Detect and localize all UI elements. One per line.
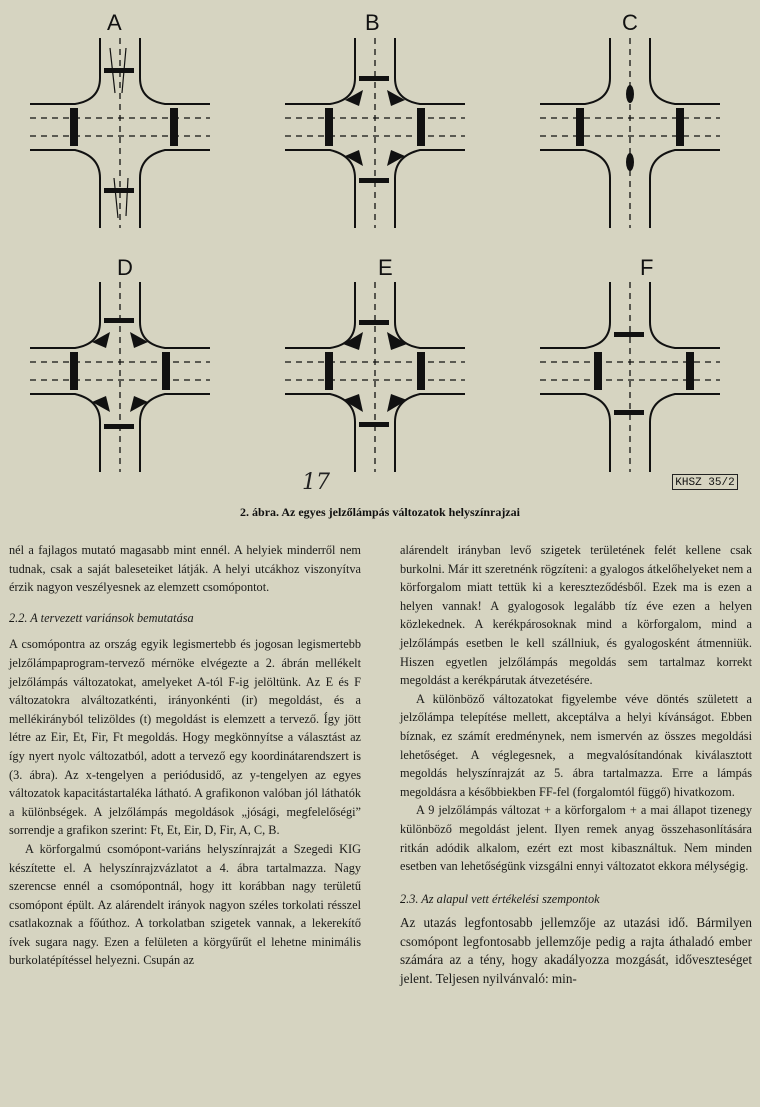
intersection-plan-a <box>30 38 210 228</box>
panel-label-e: E <box>378 255 393 280</box>
section-heading-2-2: 2.2. A tervezett variánsok bemutatása <box>9 610 194 625</box>
left-paragraph-1: nél a fajlagos mutató magasabb mint ennél. A helyiek minderről nem tudnak, csak a saját baleseteiket látják. A helyi utcákhoz viszonyítva érzik nagyon veszélyesnek az elemzett csomópontot. <box>9 543 361 595</box>
right-paragraph-4: Az utazás legfontosabb jellemzője az utazási idő. Bármilyen csomópont legfontosabb jellemzője pedig a rajta áthaladó ember számára az a tény, hogy akadályozza mozgását, időveszteséget jelent. Teljesen nyilvánvaló: min- <box>400 915 752 987</box>
intersection-plan-c <box>540 38 720 228</box>
left-paragraph-3: A körforgalmú csomópont-variáns helyszínrajzát a Szegedi KIG készítette el. A helyszínrajzvázlatot a 4. ábra tartalmazza. Nagy szerencse ennél a csomópontnál, hogy itt korábban nagy területű csomópont épült. Az alárendelt irányok nagyon széles torkolati résszel csatlakoznak a főúthoz. A torkolatban szigetek vannak, a lekerekítő ívek sugara nagy. Ezen a felületen a körgyűrűt el lehetne minimális burkolatépítéssel helyezni. Csupán az <box>9 841 361 968</box>
panel-label-c: C <box>622 10 638 35</box>
right-paragraph-2: A különböző változatokat figyelembe véve döntés született a jelzőlámpa telepítése mellett, akceptálva a helyi kívánságot. Ebben bíznak, ez számít eredménynek, nem ismervén az összes megoldási lehetőséget. A véglegesnek, a megvalósítandónak kiválasztott megoldás helyszínrajzát az 5. ábra tartalmazza. Erre a lámpás megoldásra a későbbiekben FF-fel (forgalomtól függő) hivatkozom. <box>400 691 752 799</box>
panel-label-a: A <box>107 10 122 35</box>
intersection-plan-d <box>30 282 210 472</box>
intersection-plan-f <box>540 282 720 472</box>
panel-label-f: F <box>640 255 654 280</box>
right-column <box>400 541 752 989</box>
panel-label-d: D <box>117 255 133 280</box>
right-paragraph-1: alárendelt irányban levő szigetek területének felét kellene csak burkolni. Már itt szeretnénk rögzíteni: a gyalogos átkelőhelyeket nem a körforgalom miatt tettük ki a kereszteződésből. Ezek ma is ezen a helyen vannak! A gyalogosok legalább tíz éve ezen a helyen közlekednek. A kerékpárosoknak mind a körforgalom, mind a jelzőlámpás esetben le kell szállniuk, és gyalogosként átmenniük. Hiszen egyetlen jelzőlámpás megoldás sem tartalmaz korrekt megoldást a kerékpárutak átvezetésére. <box>400 543 752 688</box>
figure-caption: 2. ábra. Az egyes jelzőlámpás változatok helyszínrajzai <box>240 505 520 519</box>
left-column <box>9 541 361 970</box>
intersection-plan-e <box>285 282 465 472</box>
panel-label-b: B <box>365 10 380 35</box>
intersection-plan-b <box>285 38 465 228</box>
left-paragraph-2: A csomópontra az ország egyik legismertebb és jogosan legismertebb jelzőlámpaprogram-tervező mérnöke elvégezte a 2. ábrán mellékelt jelzőlámpás változatokat, amelyeket A-tól F-ig jelöltünk. Az E és F változatokra alváltozatkénti, irányonkénti (ir) megoldást, és a mellékirányból telizöldes (t) megoldást is elemzett a tervező. Így jött létre az Eir, Et, Fir, Ft megoldás. Hogy megkönnyítse a választást az így nyert nyolc változatból, adott a tervező egy koordinátarendszert is (3. ábra). Az x-tengelyen a periódusidő, az y-tengelyen az egyes változatok kapacitástartaléka látható. A grafikonon valóban jól láthatók a különbségek. A jelzőlámpás megoldások „jósági, megfelelőségi” sorrendje a grafikon szerint: Ft, Et, Eir, D, Fir, A, C, B. <box>9 637 361 838</box>
section-heading-2-3: 2.3. Az alapul vett értékelési szempontok <box>400 891 600 906</box>
right-paragraph-3: A 9 jelzőlámpás változat + a körforgalom + a mai állapot tizenegy különböző megoldást jelent. Ilyen remek anyag összehasonlítására ritkán adódik alkalom, ezért ezt most kibasználtuk. Nem minden esetben van lehetőségünk vizsgálni ennyi változatot ekkora mélységig. <box>400 803 752 874</box>
handwritten-note: 17 <box>302 470 330 495</box>
archive-stamp: KHSZ 35/2 <box>672 474 738 490</box>
